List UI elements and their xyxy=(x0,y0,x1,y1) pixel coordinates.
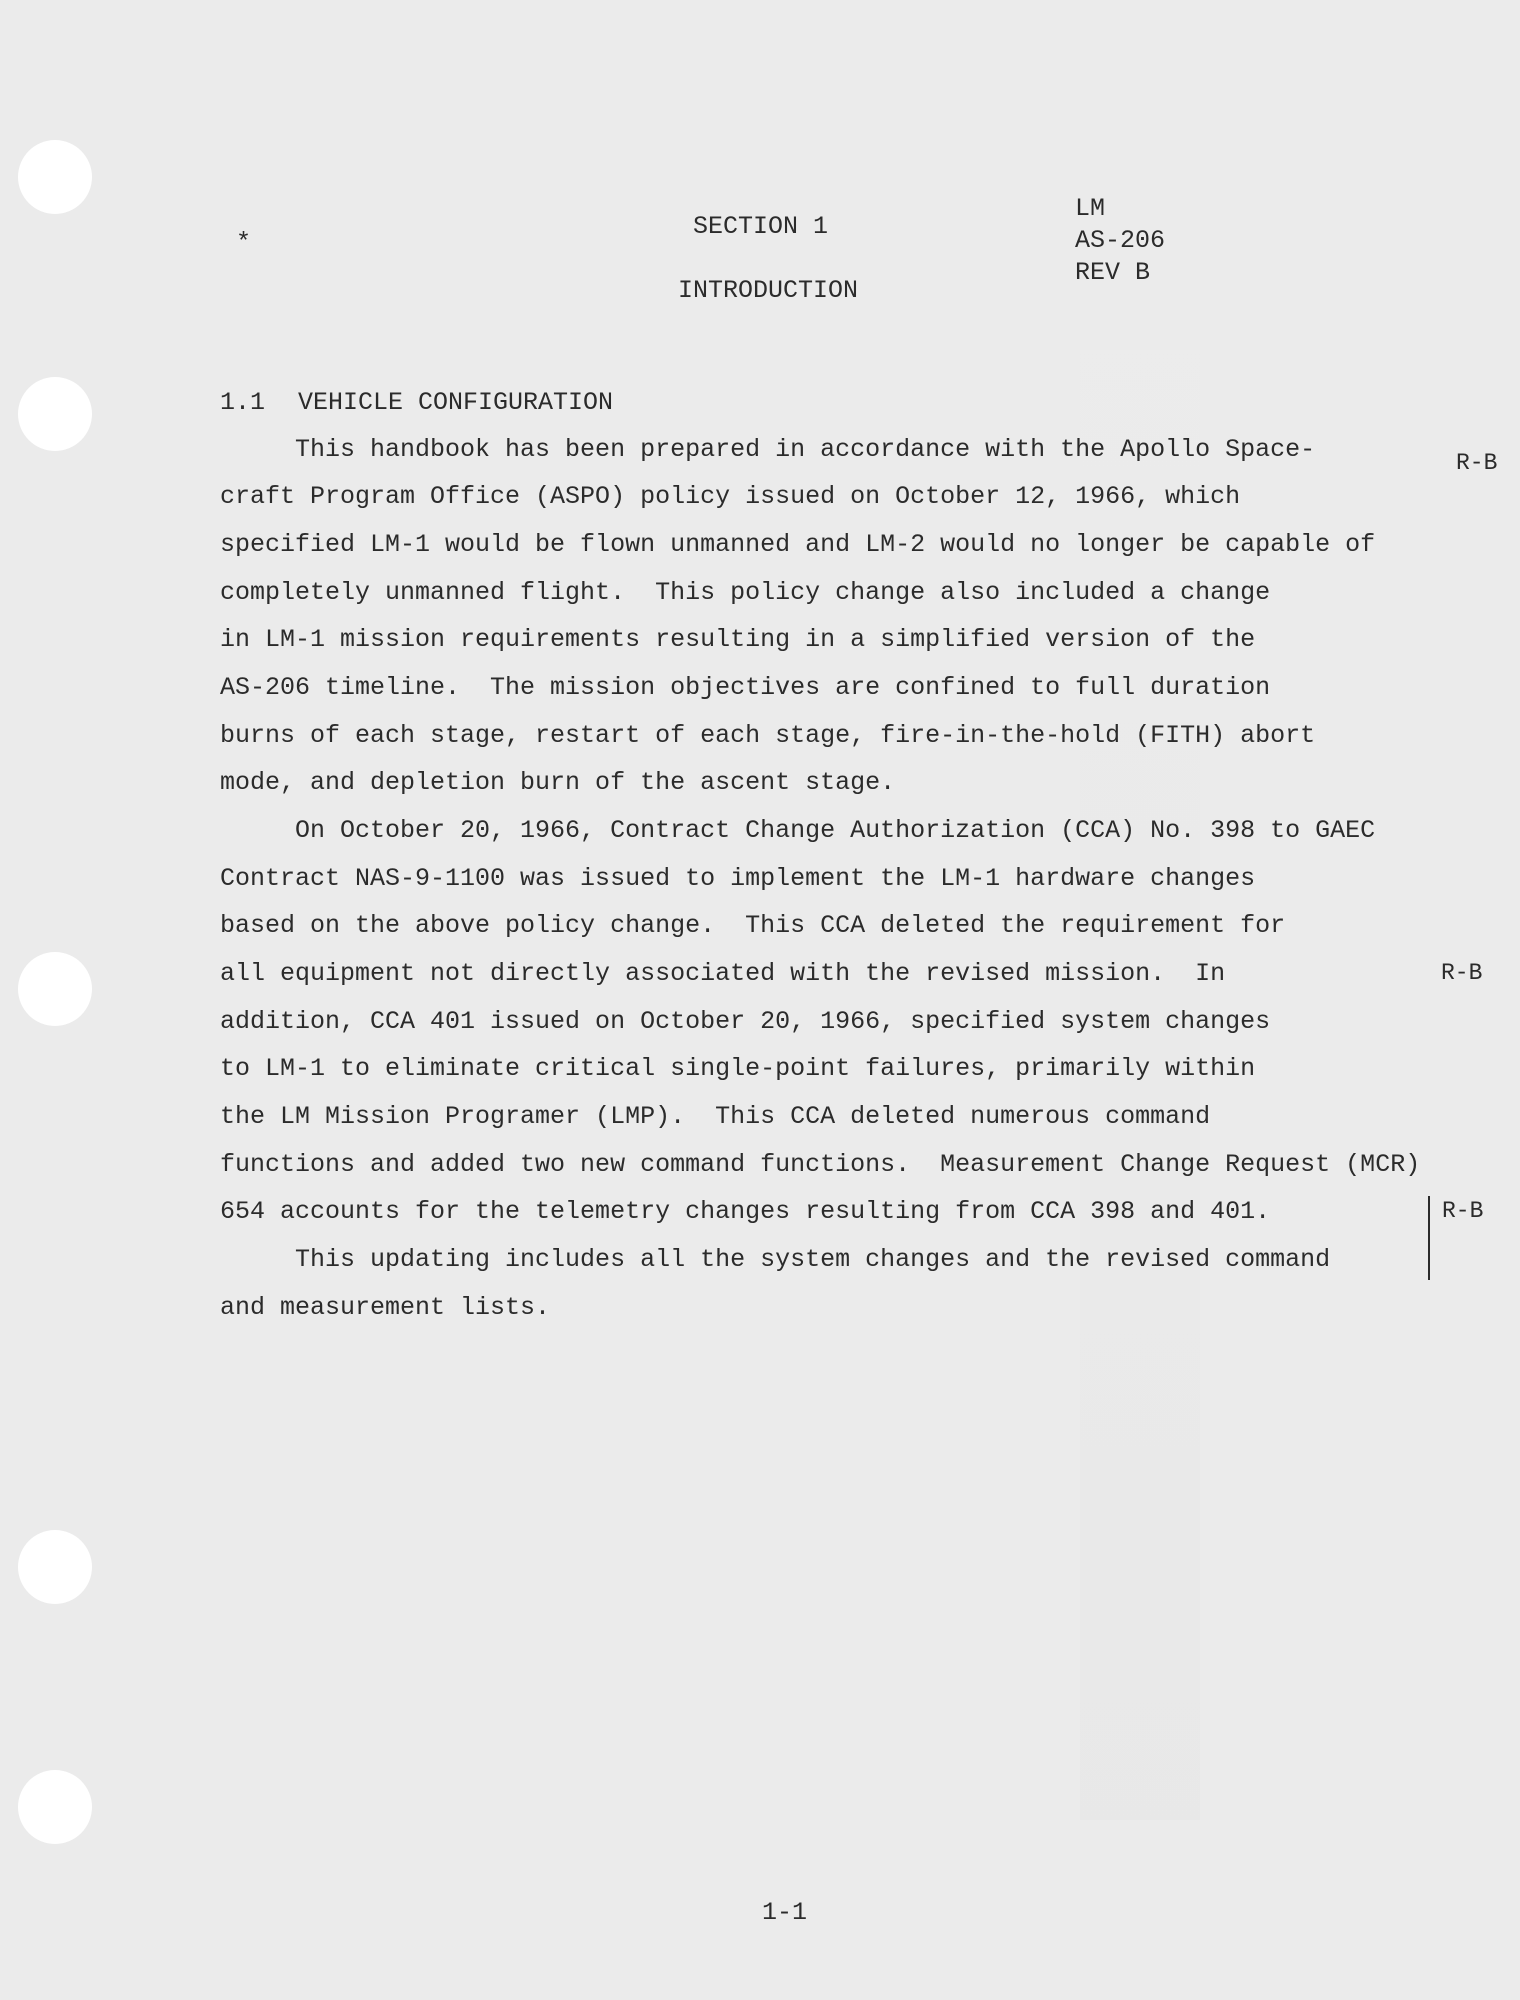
body-line: burns of each stage, restart of each stage, fire-in-the-hold (FITH) abort xyxy=(220,721,1316,750)
binder-hole xyxy=(18,377,92,451)
body-line: all equipment not directly associated with the revised mission. In xyxy=(220,959,1226,988)
body-line: This updating includes all the system changes and the revised command xyxy=(220,1245,1331,1274)
body-line: mode, and depletion burn of the ascent stage. xyxy=(220,768,896,797)
subsection-heading: VEHICLE CONFIGURATION xyxy=(298,388,614,417)
section-title: SECTION 1 xyxy=(693,212,829,241)
doc-id-line: REV B xyxy=(1075,258,1151,287)
revision-mark: R-B xyxy=(1456,450,1498,476)
body-line: completely unmanned flight. This policy change also included a change xyxy=(220,578,1271,607)
binder-hole xyxy=(18,1770,92,1844)
body-line: On October 20, 1966, Contract Change Authorization (CCA) No. 398 to GAEC xyxy=(220,816,1376,845)
binder-hole xyxy=(18,140,92,214)
binder-hole xyxy=(18,1530,92,1604)
change-bar xyxy=(1428,1196,1430,1280)
doc-id-line: AS-206 xyxy=(1075,226,1166,255)
body-line: the LM Mission Programer (LMP). This CCA deleted numerous command xyxy=(220,1102,1211,1131)
body-line: functions and added two new command functions. Measurement Change Request (MCR) xyxy=(220,1150,1421,1179)
body-line: AS-206 timeline. The mission objectives are confined to full duration xyxy=(220,673,1271,702)
body-line: craft Program Office (ASPO) policy issued on October 12, 1966, which xyxy=(220,482,1241,511)
body-line: This handbook has been prepared in accordance with the Apollo Space- xyxy=(220,435,1316,464)
body-line: based on the above policy change. This CCA deleted the requirement for xyxy=(220,911,1286,940)
revision-mark: R-B xyxy=(1442,1198,1484,1224)
subsection-number: 1.1 xyxy=(220,388,266,417)
body-line: 654 accounts for the telemetry changes resulting from CCA 398 and 401. xyxy=(220,1197,1271,1226)
body-line: and measurement lists. xyxy=(220,1293,551,1322)
body-line: addition, CCA 401 issued on October 20, 1966, specified system changes xyxy=(220,1007,1271,1036)
page-title: INTRODUCTION xyxy=(678,276,859,305)
binder-hole xyxy=(18,952,92,1026)
doc-id-line: LM xyxy=(1075,194,1106,223)
bleed-through-shadow xyxy=(1080,350,1200,1820)
body-line: specified LM-1 would be flown unmanned and LM-2 would no longer be capable of xyxy=(220,530,1376,559)
page-number: 1-1 xyxy=(762,1898,808,1927)
body-line: in LM-1 mission requirements resulting in a simplified version of the xyxy=(220,625,1256,654)
revision-mark: R-B xyxy=(1441,960,1483,986)
body-line: to LM-1 to eliminate critical single-point failures, primarily within xyxy=(220,1054,1256,1083)
body-line: Contract NAS-9-1100 was issued to implement the LM-1 hardware changes xyxy=(220,864,1256,893)
asterisk-mark: * xyxy=(236,228,252,257)
